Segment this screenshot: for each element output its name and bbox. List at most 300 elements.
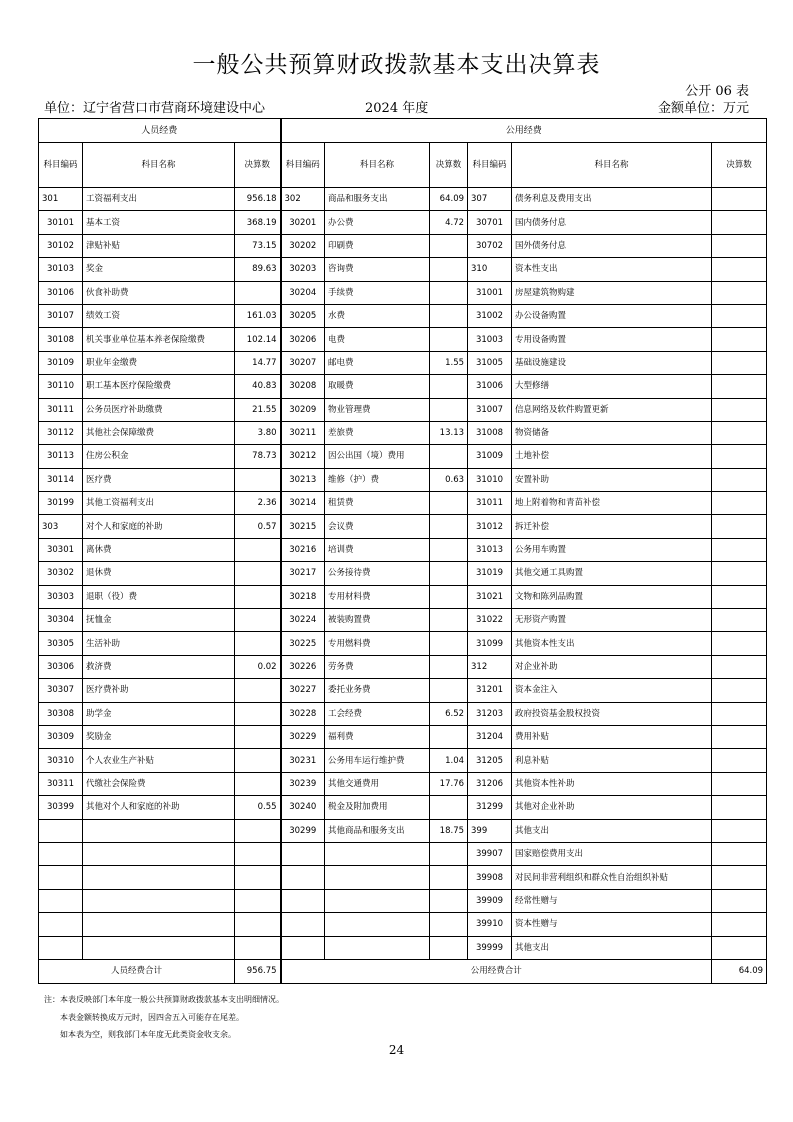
amount-cell xyxy=(430,562,468,585)
code-cell: 30211 xyxy=(281,421,325,444)
page-title: 一般公共预算财政拨款基本支出决算表 xyxy=(192,52,601,78)
amount-cell xyxy=(235,842,281,865)
amount-cell xyxy=(712,398,767,421)
code-cell: 30209 xyxy=(281,398,325,421)
code-cell: 30107 xyxy=(39,304,83,327)
note-line: 注：本表反映部门本年度一般公共预算财政拨款基本支出明细情况。 xyxy=(44,995,284,1004)
amount-cell xyxy=(712,234,767,257)
code-cell: 30702 xyxy=(468,234,512,257)
table-row xyxy=(39,866,767,889)
code-cell: 31010 xyxy=(468,468,512,491)
amount-cell: 89.63 xyxy=(235,258,281,281)
amount-cell xyxy=(235,562,281,585)
amount-cell xyxy=(712,889,767,912)
amount-cell xyxy=(712,445,767,468)
amount-cell xyxy=(712,328,767,351)
code-cell: 30103 xyxy=(39,258,83,281)
amount-cell xyxy=(430,398,468,421)
amount-cell xyxy=(430,258,468,281)
name-cell: 基本工资 xyxy=(83,211,235,234)
code-cell: 30231 xyxy=(281,749,325,772)
name-cell: 国外债务付息 xyxy=(512,234,712,257)
amount-cell xyxy=(235,819,281,842)
amount-cell: 2.36 xyxy=(235,492,281,515)
amount-cell xyxy=(235,866,281,889)
table-row xyxy=(39,375,767,398)
name-cell xyxy=(325,936,430,959)
table-row xyxy=(39,445,767,468)
code-cell: 30311 xyxy=(39,772,83,795)
code-cell: 31203 xyxy=(468,702,512,725)
code-cell xyxy=(281,866,325,889)
table-row xyxy=(39,632,767,655)
name-cell: 资本性赠与 xyxy=(512,913,712,936)
code-cell: 30112 xyxy=(39,421,83,444)
amount-cell xyxy=(235,913,281,936)
name-cell: 其他社会保障缴费 xyxy=(83,421,235,444)
amount-cell: 14.77 xyxy=(235,351,281,374)
code-cell: 303 xyxy=(39,515,83,538)
name-cell: 经常性赠与 xyxy=(512,889,712,912)
name-cell: 维修（护）费 xyxy=(325,468,430,491)
name-cell: 政府投资基金股权投资 xyxy=(512,702,712,725)
name-cell: 基础设施建设 xyxy=(512,351,712,374)
code-cell: 30701 xyxy=(468,211,512,234)
amount-cell xyxy=(430,889,468,912)
name-cell: 利息补贴 xyxy=(512,749,712,772)
code-cell xyxy=(39,936,83,959)
amount-cell: 64.09 xyxy=(430,188,468,211)
name-cell: 对企业补助 xyxy=(512,655,712,678)
code-cell: 30304 xyxy=(39,609,83,632)
amount-cell: 3.80 xyxy=(235,421,281,444)
amount-cell: 0.02 xyxy=(235,655,281,678)
amount-cell xyxy=(712,655,767,678)
group-public: 公用经费 xyxy=(281,119,767,143)
table-row xyxy=(39,258,767,281)
code-cell: 31201 xyxy=(468,679,512,702)
name-cell: 专用设备购置 xyxy=(512,328,712,351)
name-cell: 福利费 xyxy=(325,725,430,748)
amount-cell xyxy=(712,749,767,772)
amount-cell xyxy=(430,304,468,327)
amount-cell xyxy=(712,725,767,748)
code-cell: 30217 xyxy=(281,562,325,585)
group-header-row xyxy=(39,119,767,143)
amount-cell xyxy=(712,211,767,234)
table-row xyxy=(39,585,767,608)
code-cell: 30302 xyxy=(39,562,83,585)
amount-cell: 73.15 xyxy=(235,234,281,257)
amount-cell xyxy=(235,538,281,561)
amount-cell xyxy=(235,936,281,959)
amount-cell xyxy=(712,281,767,304)
name-cell: 医疗费 xyxy=(83,468,235,491)
table-row xyxy=(39,889,767,912)
col-amount-header: 决算数 xyxy=(235,143,281,188)
amount-cell xyxy=(430,679,468,702)
code-cell: 30226 xyxy=(281,655,325,678)
amount-cell: 21.55 xyxy=(235,398,281,421)
total-row xyxy=(39,959,767,983)
table-row xyxy=(39,749,767,772)
total-personnel-label: 人员经费合计 xyxy=(39,959,235,983)
name-cell: 办公费 xyxy=(325,211,430,234)
name-cell: 专用材料费 xyxy=(325,585,430,608)
code-cell: 30109 xyxy=(39,351,83,374)
code-cell xyxy=(39,913,83,936)
code-cell: 30228 xyxy=(281,702,325,725)
table-row xyxy=(39,468,767,491)
form-number: 公开 06 表 xyxy=(685,84,749,99)
name-cell: 办公设备购置 xyxy=(512,304,712,327)
amount-cell xyxy=(712,632,767,655)
code-cell: 31008 xyxy=(468,421,512,444)
name-cell: 其他对个人和家庭的补助 xyxy=(83,796,235,819)
code-cell: 30305 xyxy=(39,632,83,655)
name-cell: 代缴社会保险费 xyxy=(83,772,235,795)
col-amount-header: 决算数 xyxy=(712,143,767,188)
table-row xyxy=(39,725,767,748)
name-cell: 其他商品和服务支出 xyxy=(325,819,430,842)
name-cell: 工资福利支出 xyxy=(83,188,235,211)
name-cell xyxy=(83,913,235,936)
amount-cell: 1.04 xyxy=(430,749,468,772)
col-name-header: 科目名称 xyxy=(83,143,235,188)
table-row xyxy=(39,842,767,865)
code-cell: 30229 xyxy=(281,725,325,748)
code-cell: 31021 xyxy=(468,585,512,608)
group-personnel: 人员经费 xyxy=(39,119,281,143)
amount-cell xyxy=(430,842,468,865)
name-cell: 津贴补贴 xyxy=(83,234,235,257)
name-cell: 大型修缮 xyxy=(512,375,712,398)
amount-cell xyxy=(712,421,767,444)
name-cell: 印刷费 xyxy=(325,234,430,257)
amount-cell xyxy=(712,258,767,281)
name-cell: 咨询费 xyxy=(325,258,430,281)
amount-cell xyxy=(712,796,767,819)
amount-cell xyxy=(235,889,281,912)
code-cell xyxy=(281,936,325,959)
amount-cell xyxy=(235,281,281,304)
name-cell: 培训费 xyxy=(325,538,430,561)
amount-cell xyxy=(430,866,468,889)
name-cell: 安置补助 xyxy=(512,468,712,491)
amount-cell xyxy=(712,585,767,608)
name-cell: 文物和陈列品购置 xyxy=(512,585,712,608)
name-cell: 离休费 xyxy=(83,538,235,561)
amount-cell xyxy=(712,702,767,725)
amount-cell: 18.75 xyxy=(430,819,468,842)
code-cell: 30101 xyxy=(39,211,83,234)
code-cell: 39909 xyxy=(468,889,512,912)
name-cell xyxy=(83,842,235,865)
col-code-header: 科目编码 xyxy=(468,143,512,188)
name-cell: 医疗费补助 xyxy=(83,679,235,702)
amount-cell xyxy=(712,819,767,842)
name-cell: 被装购置费 xyxy=(325,609,430,632)
amount-cell xyxy=(235,468,281,491)
amount-cell: 0.63 xyxy=(430,468,468,491)
code-cell: 31022 xyxy=(468,609,512,632)
name-cell: 其他对企业补助 xyxy=(512,796,712,819)
name-cell: 物业管理费 xyxy=(325,398,430,421)
code-cell: 302 xyxy=(281,188,325,211)
code-cell: 30102 xyxy=(39,234,83,257)
notes xyxy=(44,991,284,1044)
table-row xyxy=(39,772,767,795)
name-cell: 其他支出 xyxy=(512,936,712,959)
code-cell xyxy=(39,842,83,865)
amount-cell xyxy=(235,679,281,702)
name-cell: 机关事业单位基本养老保险缴费 xyxy=(83,328,235,351)
code-cell: 30299 xyxy=(281,819,325,842)
name-cell: 劳务费 xyxy=(325,655,430,678)
code-cell: 31099 xyxy=(468,632,512,655)
name-cell: 职工基本医疗保险缴费 xyxy=(83,375,235,398)
amount-cell: 17.76 xyxy=(430,772,468,795)
amount-cell xyxy=(430,913,468,936)
amount-cell xyxy=(712,772,767,795)
table-row xyxy=(39,562,767,585)
name-cell xyxy=(325,889,430,912)
amount-cell xyxy=(712,562,767,585)
name-cell xyxy=(325,866,430,889)
amount-cell xyxy=(712,515,767,538)
name-cell: 债务利息及费用支出 xyxy=(512,188,712,211)
code-cell: 30225 xyxy=(281,632,325,655)
name-cell: 税金及附加费用 xyxy=(325,796,430,819)
table-row xyxy=(39,679,767,702)
code-cell: 30214 xyxy=(281,492,325,515)
amount-cell xyxy=(712,468,767,491)
code-cell xyxy=(39,866,83,889)
expenditure-table xyxy=(38,118,767,984)
code-cell: 31003 xyxy=(468,328,512,351)
code-cell: 30113 xyxy=(39,445,83,468)
code-cell: 30199 xyxy=(39,492,83,515)
name-cell: 救济费 xyxy=(83,655,235,678)
code-cell xyxy=(281,889,325,912)
name-cell: 土地补偿 xyxy=(512,445,712,468)
col-amount-header: 决算数 xyxy=(430,143,468,188)
name-cell: 个人农业生产补贴 xyxy=(83,749,235,772)
code-cell: 31011 xyxy=(468,492,512,515)
name-cell: 其他资本性支出 xyxy=(512,632,712,655)
amount-cell xyxy=(712,188,767,211)
code-cell: 31204 xyxy=(468,725,512,748)
name-cell xyxy=(325,842,430,865)
column-header-row xyxy=(39,143,767,188)
name-cell: 助学金 xyxy=(83,702,235,725)
year-label: 2024 年度 xyxy=(365,101,429,116)
name-cell: 房屋建筑物购建 xyxy=(512,281,712,304)
code-cell: 30110 xyxy=(39,375,83,398)
table-row xyxy=(39,796,767,819)
name-cell: 其他资本性补助 xyxy=(512,772,712,795)
name-cell: 国家赔偿费用支出 xyxy=(512,842,712,865)
amount-cell xyxy=(430,725,468,748)
code-cell: 30239 xyxy=(281,772,325,795)
code-cell: 30218 xyxy=(281,585,325,608)
code-cell: 31206 xyxy=(468,772,512,795)
total-personnel-value: 956.75 xyxy=(235,959,281,983)
code-cell: 30201 xyxy=(281,211,325,234)
amount-cell: 1.55 xyxy=(430,351,468,374)
name-cell: 奖金 xyxy=(83,258,235,281)
name-cell: 其他支出 xyxy=(512,819,712,842)
code-cell: 30306 xyxy=(39,655,83,678)
table-row xyxy=(39,304,767,327)
code-cell xyxy=(39,889,83,912)
code-cell: 31002 xyxy=(468,304,512,327)
table-row xyxy=(39,398,767,421)
amount-cell: 161.03 xyxy=(235,304,281,327)
table-row xyxy=(39,234,767,257)
table-row xyxy=(39,515,767,538)
col-code-header: 科目编码 xyxy=(281,143,325,188)
table-row xyxy=(39,913,767,936)
amount-cell xyxy=(430,585,468,608)
name-cell: 商品和服务支出 xyxy=(325,188,430,211)
name-cell: 专用燃料费 xyxy=(325,632,430,655)
code-cell: 31299 xyxy=(468,796,512,819)
table-row xyxy=(39,351,767,374)
name-cell: 水费 xyxy=(325,304,430,327)
code-cell: 310 xyxy=(468,258,512,281)
amount-cell xyxy=(235,702,281,725)
total-public-value: 64.09 xyxy=(712,959,767,983)
amount-cell xyxy=(430,609,468,632)
code-cell: 31013 xyxy=(468,538,512,561)
name-cell: 资本金注入 xyxy=(512,679,712,702)
code-cell: 301 xyxy=(39,188,83,211)
amount-cell: 13.13 xyxy=(430,421,468,444)
amount-cell: 368.19 xyxy=(235,211,281,234)
table-row xyxy=(39,492,767,515)
page-number: 24 xyxy=(388,1043,405,1057)
col-name-header: 科目名称 xyxy=(512,143,712,188)
code-cell: 30108 xyxy=(39,328,83,351)
name-cell: 绩效工资 xyxy=(83,304,235,327)
name-cell: 国内债务付息 xyxy=(512,211,712,234)
table-row xyxy=(39,609,767,632)
col-name-header: 科目名称 xyxy=(325,143,430,188)
amount-cell: 956.18 xyxy=(235,188,281,211)
code-cell: 30206 xyxy=(281,328,325,351)
table-row xyxy=(39,211,767,234)
code-cell: 30224 xyxy=(281,609,325,632)
amount-cell xyxy=(430,328,468,351)
code-cell: 31006 xyxy=(468,375,512,398)
code-cell: 30213 xyxy=(281,468,325,491)
code-cell: 30215 xyxy=(281,515,325,538)
name-cell: 对民间非营利组织和群众性自治组织补贴 xyxy=(512,866,712,889)
code-cell: 30114 xyxy=(39,468,83,491)
name-cell: 物资储备 xyxy=(512,421,712,444)
amount-unit-label: 金额单位：万元 xyxy=(657,101,749,116)
amount-cell xyxy=(235,632,281,655)
amount-cell xyxy=(712,866,767,889)
table-row xyxy=(39,702,767,725)
name-cell xyxy=(83,866,235,889)
name-cell: 伙食补助费 xyxy=(83,281,235,304)
code-cell: 30111 xyxy=(39,398,83,421)
amount-cell xyxy=(712,609,767,632)
col-code-header: 科目编码 xyxy=(39,143,83,188)
name-cell xyxy=(325,913,430,936)
code-cell: 31009 xyxy=(468,445,512,468)
name-cell: 地上附着物和青苗补偿 xyxy=(512,492,712,515)
total-public-label: 公用经费合计 xyxy=(281,959,712,983)
code-cell: 30202 xyxy=(281,234,325,257)
amount-cell xyxy=(712,351,767,374)
amount-cell xyxy=(235,585,281,608)
code-cell: 30216 xyxy=(281,538,325,561)
amount-cell xyxy=(712,538,767,561)
name-cell: 委托业务费 xyxy=(325,679,430,702)
amount-cell xyxy=(235,772,281,795)
amount-cell xyxy=(235,725,281,748)
name-cell: 退休费 xyxy=(83,562,235,585)
amount-cell: 102.14 xyxy=(235,328,281,351)
code-cell xyxy=(39,819,83,842)
code-cell: 312 xyxy=(468,655,512,678)
code-cell: 30208 xyxy=(281,375,325,398)
table-row xyxy=(39,936,767,959)
name-cell: 公务员医疗补助缴费 xyxy=(83,398,235,421)
code-cell: 31012 xyxy=(468,515,512,538)
name-cell: 退职（役）费 xyxy=(83,585,235,608)
name-cell: 资本性支出 xyxy=(512,258,712,281)
table-row xyxy=(39,819,767,842)
amount-cell xyxy=(235,749,281,772)
name-cell: 手续费 xyxy=(325,281,430,304)
code-cell xyxy=(281,913,325,936)
amount-cell xyxy=(430,515,468,538)
code-cell: 30205 xyxy=(281,304,325,327)
table-row xyxy=(39,328,767,351)
amount-cell xyxy=(430,234,468,257)
amount-cell xyxy=(430,445,468,468)
name-cell: 工会经费 xyxy=(325,702,430,725)
table-row xyxy=(39,188,767,211)
code-cell: 30204 xyxy=(281,281,325,304)
amount-cell xyxy=(430,281,468,304)
code-cell: 30303 xyxy=(39,585,83,608)
name-cell: 其他交通工具购置 xyxy=(512,562,712,585)
amount-cell xyxy=(235,609,281,632)
table-row xyxy=(39,281,767,304)
name-cell: 取暖费 xyxy=(325,375,430,398)
code-cell: 30309 xyxy=(39,725,83,748)
name-cell: 其他交通费用 xyxy=(325,772,430,795)
amount-cell xyxy=(712,913,767,936)
name-cell: 公务用车购置 xyxy=(512,538,712,561)
name-cell: 租赁费 xyxy=(325,492,430,515)
name-cell xyxy=(83,819,235,842)
amount-cell xyxy=(430,632,468,655)
name-cell: 抚恤金 xyxy=(83,609,235,632)
name-cell: 生活补助 xyxy=(83,632,235,655)
amount-cell: 6.52 xyxy=(430,702,468,725)
code-cell: 30307 xyxy=(39,679,83,702)
table-row xyxy=(39,538,767,561)
amount-cell xyxy=(430,538,468,561)
amount-cell xyxy=(430,655,468,678)
code-cell: 39908 xyxy=(468,866,512,889)
